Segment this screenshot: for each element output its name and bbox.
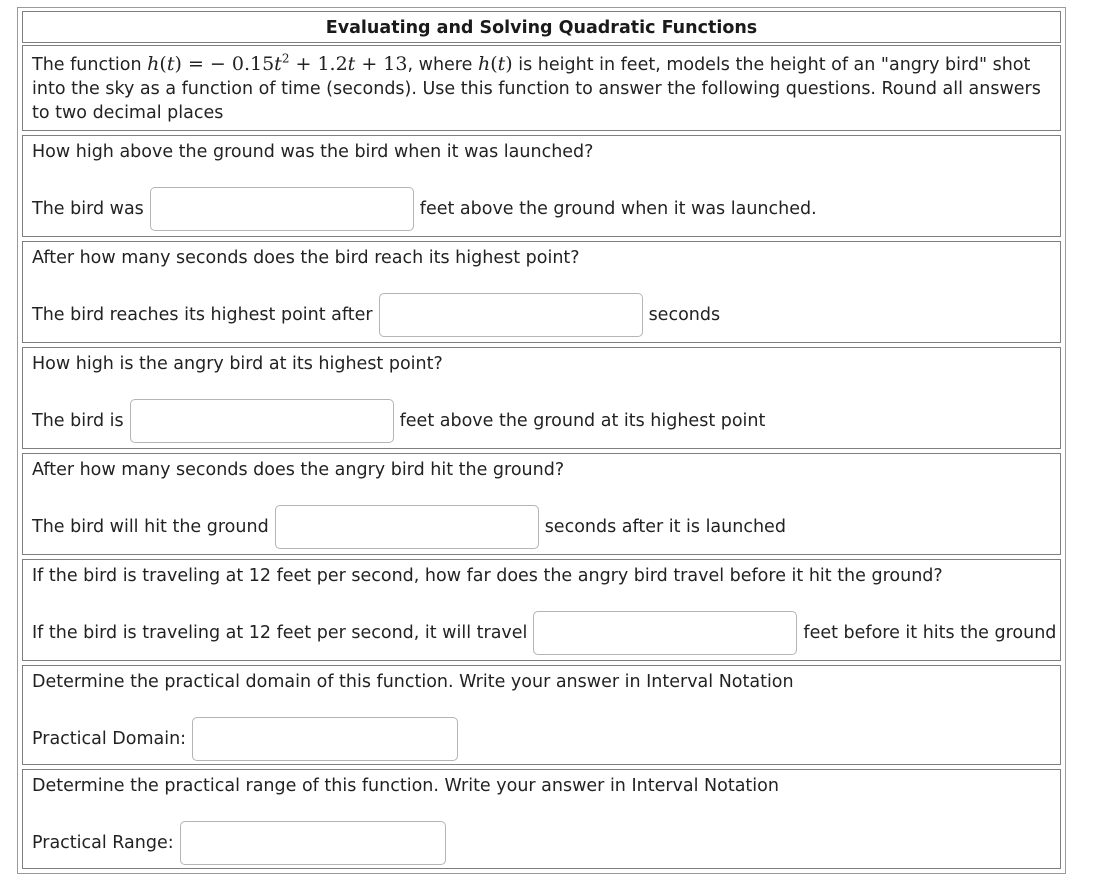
question-text: If the bird is traveling at 12 feet per second, how far does the angry bird travel before it hit the ground?: [32, 566, 943, 586]
answer-row: [32, 293, 720, 337]
answer-label: If the bird is traveling at 12 feet per second, it will travel: [32, 623, 528, 643]
practical-domain-input[interactable]: [192, 717, 458, 761]
question-block-6: [22, 665, 1061, 765]
question-block-2: [22, 241, 1061, 343]
question-text: After how many seconds does the angry bird hit the ground?: [32, 460, 565, 480]
intro-prefix: The function: [32, 55, 148, 75]
question-text: Determine the practical domain of this function. Write your answer in Interval Notation: [32, 672, 794, 692]
peak-height-input[interactable]: [130, 399, 394, 443]
question-block-7: [22, 769, 1061, 869]
answer-row: [32, 187, 817, 231]
answer-row: [32, 399, 765, 443]
answer-row: [32, 717, 458, 761]
question-text: After how many seconds does the bird reach its highest point?: [32, 248, 580, 268]
answer-suffix: feet above the ground at its highest point: [399, 411, 766, 431]
answer-label: The bird reaches its highest point after: [32, 305, 373, 325]
ground-time-input[interactable]: [275, 505, 539, 549]
answer-label: Practical Range:: [32, 833, 174, 853]
question-text: How high above the ground was the bird when it was launched?: [32, 142, 594, 162]
question-block-1: [22, 135, 1061, 237]
question-text: How high is the angry bird at its highest point?: [32, 354, 443, 374]
distance-input[interactable]: [533, 611, 797, 655]
practical-range-input[interactable]: [180, 821, 446, 865]
question-block-3: [22, 347, 1061, 449]
answer-row: [32, 611, 1056, 655]
answer-label: The bird is: [32, 411, 124, 431]
launch-height-input[interactable]: [150, 187, 414, 231]
answer-suffix: seconds: [648, 305, 721, 325]
answer-suffix: seconds after it is launched: [544, 517, 786, 537]
answer-suffix: feet before it hits the ground: [803, 623, 1057, 643]
intro-text: The function h(t) = − $0.15t^2 + 1.2t + 13$, where h(t) is height in feet, models the height of an "angry bird" shot into the sky as a function of time (seconds). Use this function to answer the following questions. Round all answers to two decimal places: [22, 45, 1061, 131]
function-formula: h(t) = − $0.15t^2 + 1.2t + 13$: [147, 51, 408, 75]
question-block-4: [22, 453, 1061, 555]
peak-time-input[interactable]: [379, 293, 643, 337]
answer-label: The bird will hit the ground: [32, 517, 269, 537]
worksheet-title: Evaluating and Solving Quadratic Functions: [22, 11, 1061, 43]
answer-label: Practical Domain:: [32, 729, 187, 749]
answer-row: [32, 505, 786, 549]
answer-row: [32, 821, 446, 865]
answer-suffix: feet above the ground when it was launched.: [419, 199, 817, 219]
question-block-5: [22, 559, 1061, 661]
answer-label: The bird was: [32, 199, 144, 219]
question-text: Determine the practical range of this function. Write your answer in Interval Notation: [32, 776, 779, 796]
